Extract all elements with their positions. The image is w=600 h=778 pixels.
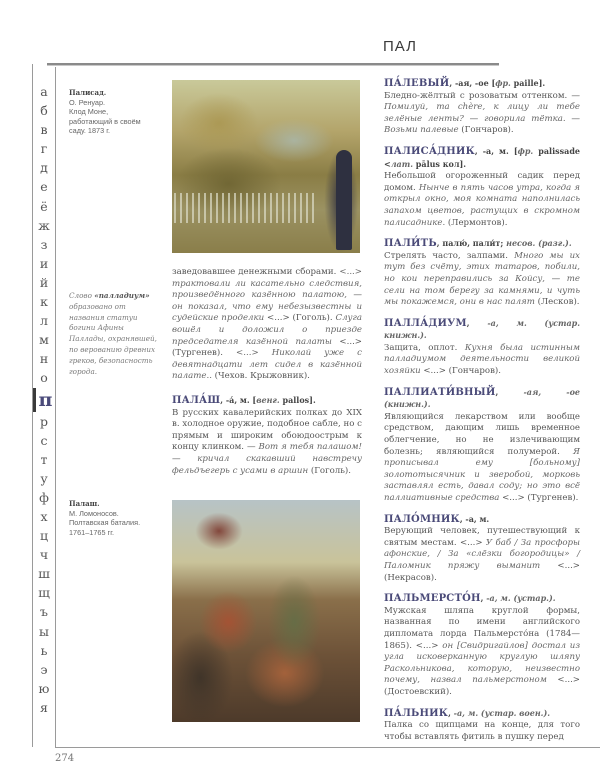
painting-poltava-battle (172, 500, 360, 722)
alphabet-letter-20[interactable]: у (40, 470, 48, 486)
source: <...> (Тургенев). (172, 336, 363, 359)
alphabet-letter-4[interactable]: д (40, 160, 48, 176)
source: (Гоголь). (308, 465, 351, 476)
caption-title: Палисад. (69, 88, 107, 97)
grammar: , (448, 707, 454, 718)
headword: ПАЛО́МНИК (384, 513, 460, 525)
right-column (384, 78, 580, 752)
grammar-label: -а, м. (устар. книжн.). (384, 317, 580, 341)
caption-palash (69, 499, 161, 537)
grammar: , -а, м. [ (474, 145, 518, 156)
text: заведовавшее денежными сборами. (172, 267, 340, 277)
etymology-word: pālus кол]. (413, 158, 467, 169)
alphabet-letter-1[interactable]: б (40, 103, 48, 119)
alphabet-letter-14[interactable]: н (39, 351, 49, 367)
middle-column (172, 267, 362, 486)
sidenote-palladium (69, 291, 159, 377)
alphabet-letter-21[interactable]: ф (39, 489, 49, 505)
entry-palash (172, 395, 362, 477)
grammar: , (495, 386, 524, 397)
entry-palevyi (384, 78, 580, 137)
definition: Палка со щипцами на конце, для того чтобы вставлять фитиль в пушку перед (384, 720, 580, 742)
caption-line: 1761–1765 гг. (69, 527, 115, 537)
source: (Лермонтов). (445, 217, 508, 228)
grammar-label: -а, м. (устар.). (486, 593, 556, 604)
headword: ПА́ЛЕВЫЙ (384, 78, 450, 89)
alphabet-letter-3[interactable]: г (40, 141, 48, 157)
quote: У баб / За просфоры афонские, / За «слёзки богородицы» / Паломник пряжу выманит (384, 537, 580, 571)
page-number: 274 (55, 753, 75, 764)
etymology-word: pallos]. (279, 394, 316, 405)
headword: ПАЛЛА́ДИУМ (384, 317, 467, 329)
headword: ПАЛИ́ТЬ (384, 238, 437, 250)
quote: <...> Николай уже с девятнадцати лет сидел в казённой палате.. (172, 348, 362, 382)
source: (Гончаров). (458, 125, 514, 136)
alphabet-letter-18[interactable]: с (40, 432, 48, 448)
headword: ПАЛЬМЕРСТО́Н (384, 593, 481, 605)
source: <...> (Достоевский). (384, 675, 580, 697)
sidenote-prefix: Слово (69, 291, 95, 300)
caption-title: Палаш. (69, 499, 100, 508)
caption-line: саду. 1873 г. (69, 126, 110, 135)
alphabet-letter-7[interactable]: ж (38, 217, 50, 233)
grammar-label: -ая, -ое (книжн.). (384, 386, 580, 410)
source: <...> (Гончаров). (420, 366, 502, 377)
alphabet-letter-0[interactable]: а (40, 84, 48, 99)
headword: ПАЛИСА́ДНИК (384, 145, 475, 157)
definition: Стрелять часто, залпами. (384, 250, 515, 261)
quote: он [Свидригайлов] достал из угла исковерканную круглую шляпу Раскольникова, которую, неизвестно почему, назвал пальмерстоном (384, 640, 580, 686)
quote: Вот я тебя палашом! — кричал скакавший навстречу фельдъегерь с усами в аршин (172, 442, 362, 476)
entry-palladium (384, 318, 580, 378)
source: <...> (Гоголь). (264, 313, 336, 324)
alphabet-letter-9[interactable]: и (39, 255, 49, 271)
grammar: , (480, 593, 487, 604)
etymology-word: palissade < (384, 145, 580, 169)
running-head: ПАЛ (383, 38, 417, 55)
definition: Верующий человек, путешествующий к святым местам. <...> (384, 526, 580, 548)
caption-line: Клод Моне, (69, 107, 109, 116)
etymology-lang: фр. (517, 145, 534, 156)
quote: Кухня была истинным палладиумом деятельности великой хозяйки (384, 342, 580, 377)
source: (Лесков). (534, 297, 580, 308)
painting-monet-garden (172, 80, 360, 253)
alphabet-letter-32[interactable]: я (40, 699, 48, 715)
headword: ПАЛА́Ш (172, 394, 221, 406)
alphabet-letter-23[interactable]: ц (39, 528, 49, 544)
quote: <...> трактовали ли касательно следствия, произведённого казённою палатою, — он показал, что ему небезызвестны и судейские проделки (172, 267, 362, 324)
caption-line: М. Ломоносов. (69, 508, 119, 518)
grammar-label: -а, м. (устар. воен.). (453, 707, 551, 718)
etymology-word: paille]. (510, 78, 546, 88)
definition: Бледно-жёлтый с розоватым оттенком. (384, 90, 572, 101)
alphabet-letter-2[interactable]: в (40, 122, 48, 138)
alphabet-letter-6[interactable]: ё (40, 198, 48, 214)
caption-palisad (69, 88, 161, 136)
alphabet-letter-19[interactable]: т (40, 451, 48, 467)
alphabet-letter-17[interactable]: р (39, 413, 48, 429)
definition: Защита, оплот. (384, 342, 465, 353)
quote: Я прописывал ему [больному] золототысячник и зверобой, морковь заставлял есть, давал соду; но это всё паллиативные средства (384, 446, 580, 503)
grammar: , -а, м. (459, 513, 490, 524)
header-rule (47, 63, 499, 66)
alphabet-letter-24[interactable]: ч (39, 547, 49, 563)
alphabet-letter-5[interactable]: е (40, 179, 48, 195)
source: <...> (Тургенев). (499, 493, 579, 503)
entry-palnik (384, 708, 580, 744)
alphabet-letter-28[interactable]: ы (39, 623, 49, 639)
painting-fence (174, 193, 314, 223)
grammar: , -á, м. [ (220, 394, 257, 405)
headword: ПАЛЛИАТИ́ВНЫЙ (384, 386, 496, 398)
grammar: , -ая, -ое [ (449, 78, 496, 88)
entry-palisadnik (384, 146, 580, 229)
entry-continuation (172, 267, 362, 383)
alphabet-letter-27[interactable]: ъ (40, 604, 48, 620)
entry-palliativnyi (384, 387, 580, 505)
caption-line: О. Ренуар. (69, 97, 106, 107)
etymology-lang: фр. (495, 78, 511, 88)
painting-figure (336, 150, 352, 250)
alphabet-letter-25[interactable]: ш (38, 566, 50, 582)
alphabet-letter-13[interactable]: м (39, 332, 49, 348)
source: (Чехов. Крыжовник). (211, 371, 310, 382)
grammar-label: несов. (разг.). (506, 238, 572, 249)
caption-line: работающий в своём (69, 116, 141, 126)
alphabet-letter-11[interactable]: к (40, 294, 48, 310)
alphabet-letter-30[interactable]: э (40, 661, 48, 677)
alphabet-letter-22[interactable]: х (40, 508, 48, 524)
definition: Мужская шляпа круглой формы, названная по имени английского дипломата лорда Пальмерстóна (1784—1865). <...> (384, 605, 580, 651)
alphabet-letter-16[interactable]: п (33, 388, 55, 412)
alphabet-letter-8[interactable]: з (40, 236, 48, 252)
quote: Слуга вошёл и доложил о приезде председателя казённой палаты (172, 313, 362, 347)
quote: Много мы их тут без счёту, этих татаров, побили, но кои перепрaвились за Койсу, — те сели на том берегу за камнями, и чуть мы покажемся, они в нас палят (384, 250, 581, 308)
caption-line: Полтавская баталия. (69, 518, 141, 527)
definition: Небольшой огороженный садик перед домом. (384, 171, 580, 193)
entry-palomnik (384, 514, 580, 585)
alphabet-letter-15[interactable]: о (40, 370, 48, 386)
etymology-lang: венг. (256, 394, 280, 405)
headword: ПА́ЛЬНИК (384, 707, 449, 719)
sidenote-text: образовано от названия статуи богини Афины Паллады, охранявшей, по верованию древних греков, безопасность города. (69, 301, 157, 376)
alphabet-letter-26[interactable]: щ (38, 585, 50, 601)
definition: В русских кавалерийских полках до XIX в. холодное оружие, подобное сабле, но с прямым и широким обоюдоострым к концу клинком. — (172, 407, 362, 453)
alphabet-letter-31[interactable]: ю (38, 680, 50, 696)
definition: Являющийся лекарством или вообще средством, дающим лишь временное облегчение, но не излечивающим болезнь; являющийся полумерой. (384, 411, 580, 457)
alphabet-letter-12[interactable]: л (40, 313, 48, 329)
entry-palit (384, 238, 580, 309)
alphabet-letter-10[interactable]: й (39, 274, 49, 290)
quote: Нынче в пять часов утра, когда я открыл окно, моя комната наполнилась запахом цветов, растущих в скромном палисаднике. (384, 182, 580, 228)
grammar: , (466, 317, 488, 328)
etymology-lang: лат. (390, 158, 413, 169)
grammar: , палю́, пали́т; (436, 238, 507, 249)
sidenote-term: «палладиум» (94, 291, 150, 300)
alphabet-index (33, 82, 55, 717)
quote: — Помилуй, ma chère, к лицу ли тебе зелёные ленты? — говорила тётка. — Возьми палевые (384, 90, 580, 136)
entry-palmerston (384, 593, 580, 698)
alphabet-letter-29[interactable]: ь (40, 642, 48, 658)
source: <...> (Некрасов). (384, 560, 580, 583)
